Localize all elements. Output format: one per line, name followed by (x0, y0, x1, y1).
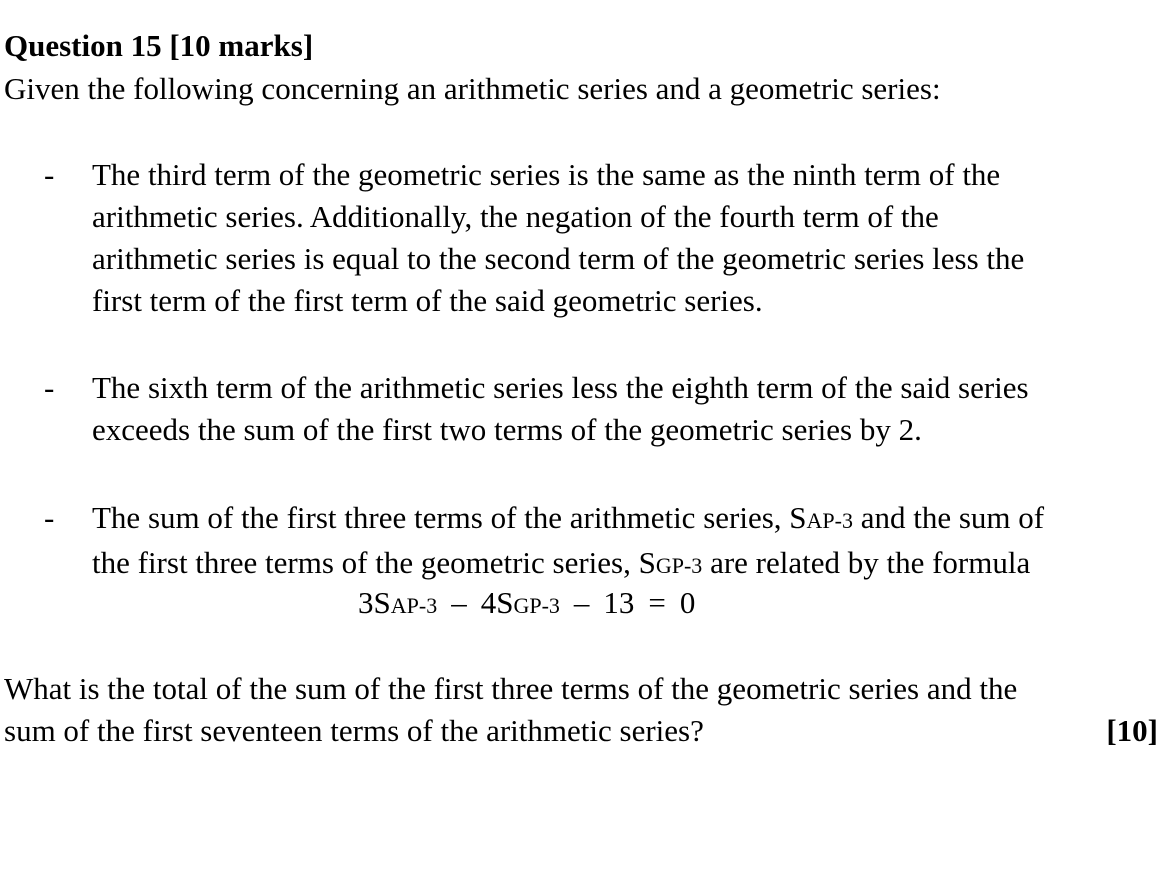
final-question-line-2: sum of the first seventeen terms of the arithmetic series? (4, 713, 704, 748)
bullet-2-line-1: The sixth term of the arithmetic series less the eighth term of the said series (92, 370, 1029, 405)
symbol-s: S (496, 585, 514, 620)
formula-coefficient-2: 4 (480, 585, 497, 620)
bullet-dash: - (44, 370, 55, 405)
question-heading: Question 15 [10 marks] (4, 28, 314, 63)
symbol-s: S (373, 585, 391, 620)
relation-formula (358, 582, 695, 627)
formula-rhs: 0 (679, 585, 696, 620)
symbol-s: S (789, 500, 807, 535)
bullet-3-line-1 (92, 497, 1152, 542)
bullet-1-line-2: arithmetic series. Additionally, the negation of the fourth term of the (92, 199, 939, 234)
bullet-3-line-2-start: the first three terms of the geometric series, (92, 545, 639, 580)
symbol-s: S (638, 545, 656, 580)
bullet-dash: - (44, 157, 55, 192)
bullet-1-line-4: first term of the first term of the said geometric series. (92, 283, 763, 318)
bullet-text-3 (92, 497, 1152, 587)
formula-minus-1: – (451, 585, 467, 620)
bullet-3-line-2-end: are related by the formula (702, 545, 1031, 580)
question-intro: Given the following concerning an arithmetic series and a geometric series: (4, 71, 941, 106)
bullet-1-line-3: arithmetic series is equal to the second term of the geometric series less the (92, 241, 1025, 276)
formula-minus-2: – (573, 585, 590, 620)
formula-coefficient-1: 3 (358, 585, 374, 620)
marks-label: [10] (1106, 713, 1158, 748)
bullet-3-line-2 (92, 542, 1152, 587)
symbol-ap-subscript: AP-3 (390, 593, 438, 618)
symbol-gp-subscript: GP-3 (655, 553, 703, 578)
final-question (4, 668, 1164, 752)
bullet-3-line-1-end: and the sum of (852, 500, 1045, 535)
final-question-line-1: What is the total of the sum of the first three terms of the geometric series and the (4, 671, 1018, 706)
bullet-text-2 (92, 367, 1152, 451)
bullet-1-line-1: The third term of the geometric series is the same as the ninth term of the (92, 157, 1001, 192)
bullet-2-line-2: exceeds the sum of the first two terms of the geometric series by 2. (92, 412, 922, 447)
bullet-dash: - (44, 500, 55, 535)
symbol-gp-subscript: GP-3 (513, 593, 560, 618)
bullet-text-1 (92, 154, 1152, 322)
symbol-ap-subscript: AP-3 (806, 508, 853, 533)
bullet-3-line-1-start: The sum of the first three terms of the arithmetic series, (92, 500, 790, 535)
formula-constant: 13 (603, 585, 635, 620)
formula-equals: = (648, 585, 666, 620)
